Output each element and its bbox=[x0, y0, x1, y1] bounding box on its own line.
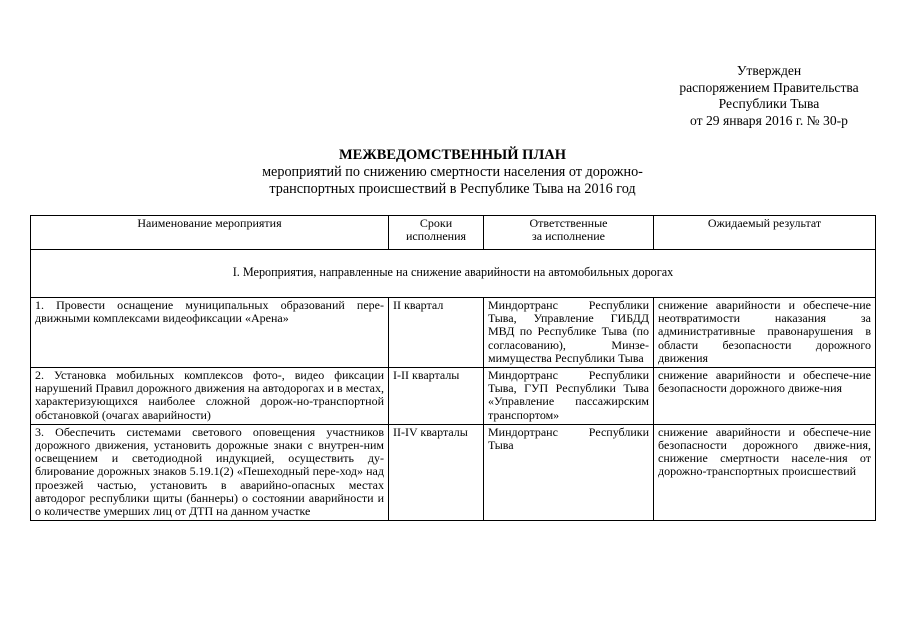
approval-line-2: распоряжением Правительства bbox=[679, 79, 859, 95]
section-row bbox=[31, 250, 876, 298]
row-name: 3. Обеспечить системами светового оповещения участников дорожного движения, установить дорожные знаки с внутрен-ним освещением и светодиодной индукцией, осуществить ду-блирование дорожных знаков 5.19.1(2) «Пешеходный пере-ход» над проезжей частью, установить в аварийно-опасных местах автодорог республики щиты (баннеры) о состоянии аварийности и о количестве умерших лиц от ДТП на данном участке bbox=[31, 424, 389, 520]
row-result: снижение аварийности и обеспече-ние неотвратимости наказания за административные правонарушения в области безопасности дорожного движения bbox=[654, 298, 876, 368]
approval-line-4: от 29 января 2016 г. № 30-р bbox=[690, 112, 848, 128]
row-responsible: Миндортранс Республики Тыва, Управление ГИБДД МВД по Республике Тыва (по согласованию), Минзе-мимущества Республики Тыва bbox=[484, 298, 654, 368]
header-result: Ожидаемый результат bbox=[654, 216, 876, 250]
row-result: снижение аварийности и обеспече-ние безопасности дорожного движе-ния, снижение смертности населе-ния от дорожно-транспортных происшествий bbox=[654, 424, 876, 520]
row-term: II-IV кварталы bbox=[389, 424, 484, 520]
plan-table bbox=[30, 215, 876, 521]
header-responsible: Ответственные за исполнение bbox=[484, 216, 654, 250]
header-name: Наименование мероприятия bbox=[31, 216, 389, 250]
row-term: II квартал bbox=[389, 298, 484, 368]
row-name: 2. Установка мобильных комплексов фото-, видео фиксации нарушений Правил дорожного движения на автодорогах и в местах, характеризующихся наиболее сложной дорож-но-транспортной обстановкой (очагах аварийности) bbox=[31, 368, 389, 425]
row-term: I-II кварталы bbox=[389, 368, 484, 425]
header-terms: Сроки исполнения bbox=[389, 216, 484, 250]
title-main: МЕЖВЕДОМСТВЕННЫЙ ПЛАН bbox=[339, 147, 566, 163]
approval-stamp bbox=[650, 63, 888, 129]
title-subtitle bbox=[180, 164, 725, 198]
title-sub-line-2: транспортных происшествий в Республике Тыва на 2016 год bbox=[269, 181, 636, 197]
row-responsible: Миндортранс Республики Тыва, ГУП Республики Тыва «Управление пассажирским транспортом» bbox=[484, 368, 654, 425]
row-responsible: Миндортранс Республики Тыва bbox=[484, 424, 654, 520]
table-row bbox=[31, 298, 876, 368]
table-row bbox=[31, 424, 876, 520]
section-title: I. Мероприятия, направленные на снижение аварийности на автомобильных дорогах bbox=[31, 250, 876, 298]
approval-line-1: Утвержден bbox=[736, 63, 802, 78]
approval-line-3: Республики Тыва bbox=[718, 96, 820, 111]
table-header-row bbox=[31, 216, 876, 250]
table-row bbox=[31, 368, 876, 425]
row-result: снижение аварийности и обеспече-ние безопасности дорожного движе-ния bbox=[654, 368, 876, 425]
row-name: 1. Провести оснащение муниципальных образований пере-движными комплексами видеофиксации «Арена» bbox=[31, 298, 389, 368]
title-sub-line-1: мероприятий по снижению смертности населения от дорожно- bbox=[262, 164, 643, 180]
document-title bbox=[180, 146, 725, 198]
